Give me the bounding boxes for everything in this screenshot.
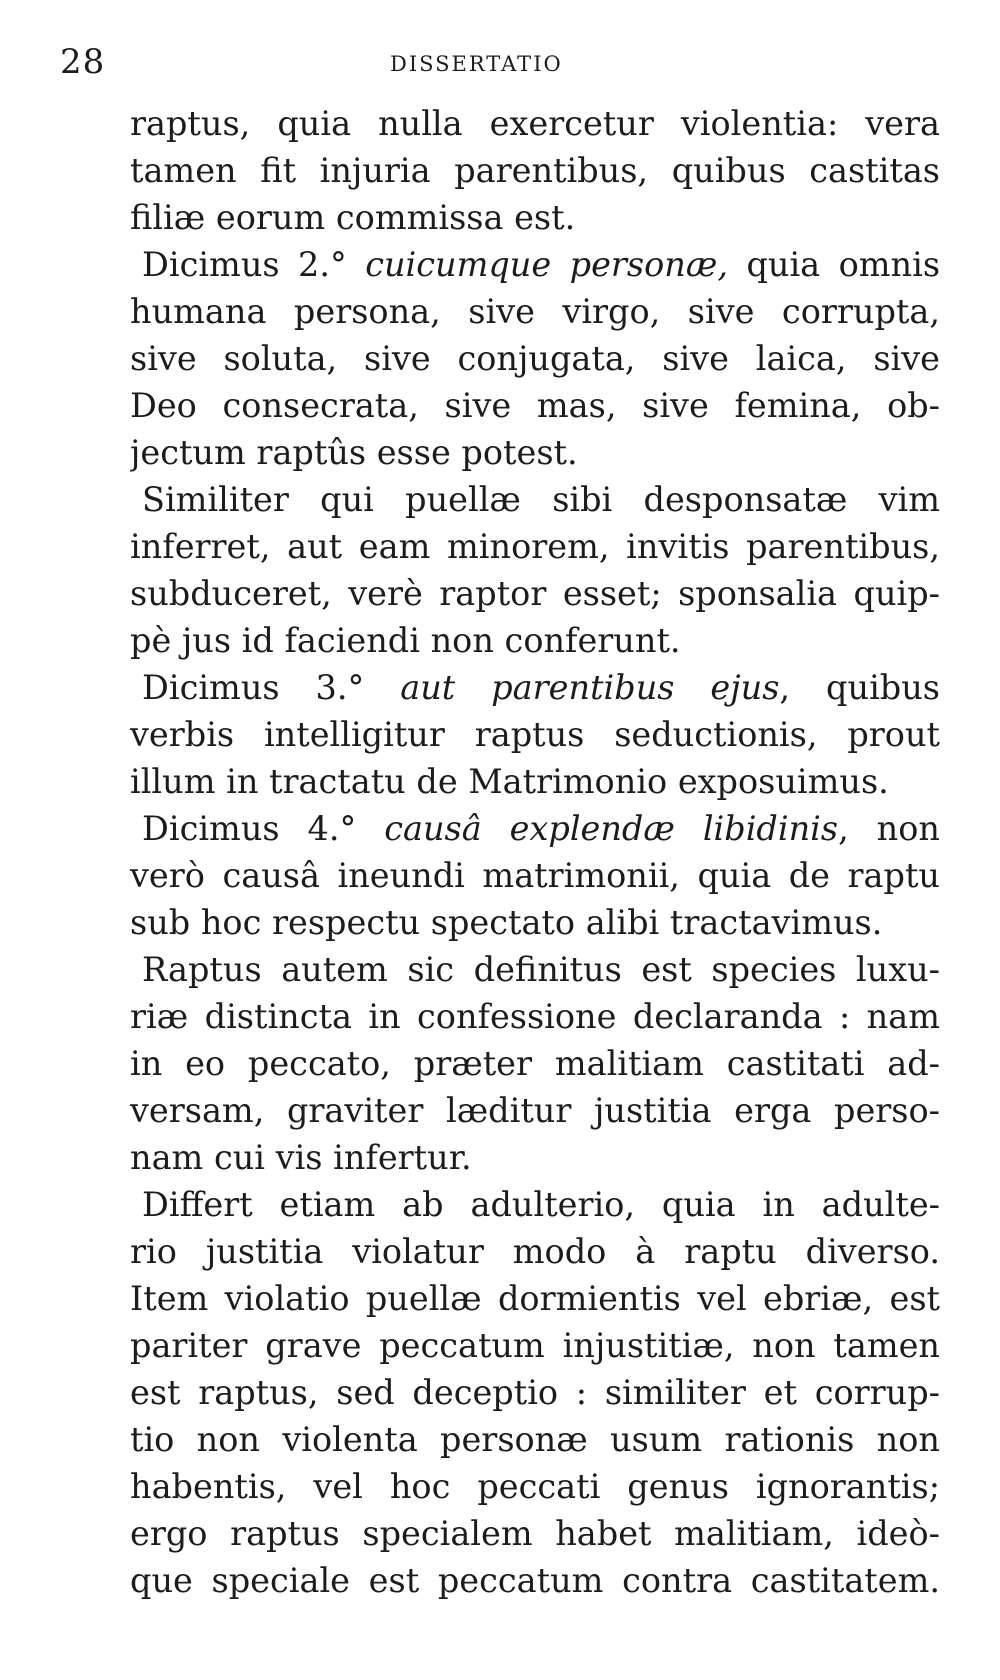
line-text: , non (838, 809, 940, 848)
text-line: sub hoc respectu spectato alibi tractavimus. (130, 903, 883, 942)
italic-phrase: aut parentibus ejus (400, 668, 780, 707)
text-line: filiæ eorum commissa est. (130, 198, 576, 237)
italic-phrase: cuicumque personæ, (365, 245, 728, 284)
text-line (130, 664, 940, 711)
text-line: tamen fit injuria parentibus, quibus castitas (130, 151, 940, 190)
text-line: jectum raptûs esse potest. (130, 433, 578, 472)
text-line: Raptus autem sic definitus est species luxu- (142, 950, 940, 989)
text-line: Deo consecrata, sive mas, sive femina, ob- (130, 386, 940, 425)
text-line: habentis, vel hoc peccati genus ignorantis; (130, 1467, 940, 1506)
text-line: rio justitia violatur modo à raptu diverso. (130, 1232, 940, 1271)
text-line: tio non violenta personæ usum rationis non (130, 1420, 940, 1459)
text-line: humana persona, sive virgo, sive corrupta, (130, 292, 940, 331)
italic-phrase: causâ explendæ libidinis (384, 809, 839, 848)
text-line: riæ distincta in confessione declaranda : nam (130, 997, 940, 1036)
text-line: subduceret, verè raptor esset; sponsalia quip- (130, 574, 940, 613)
text-line: in eo peccato, præter malitiam castitati ad- (130, 1044, 940, 1083)
text-line: verbis intelligitur raptus seductionis, prout (130, 715, 940, 754)
text-line: verò causâ ineundi matrimonii, quia de raptu (130, 856, 940, 895)
text-line: nam cui vis infertur. (130, 1138, 472, 1177)
page-number: 28 (60, 42, 106, 82)
text-line: inferret, aut eam minorem, invitis parentibus, (130, 527, 940, 566)
text-line (130, 805, 940, 852)
text-line (130, 241, 940, 288)
line-text: Dicimus 3.° (142, 668, 401, 707)
text-line: est raptus, sed deceptio : similiter et corrup- (130, 1373, 940, 1412)
text-line: pariter grave peccatum injustitiæ, non tamen (130, 1326, 940, 1365)
text-line: Differt etiam ab adulterio, quia in adulte- (142, 1185, 940, 1224)
body-text (130, 100, 940, 1604)
text-line: sive soluta, sive conjugata, sive laica, sive (130, 339, 940, 378)
running-title: DISSERTATIO (390, 52, 563, 76)
line-text: quia omnis (728, 245, 940, 284)
text-line: raptus, quia nulla exercetur violentia: vera (130, 104, 940, 143)
line-text: Dicimus 2.° (142, 245, 366, 284)
line-text: , quibus (779, 668, 940, 707)
text-line: versam, graviter læditur justitia erga perso- (130, 1091, 940, 1130)
text-line: Item violatio puellæ dormientis vel ebriæ, est (130, 1279, 940, 1318)
text-line: que speciale est peccatum contra castitatem. (130, 1561, 940, 1600)
text-line: ergo raptus specialem habet malitiam, ideò- (130, 1514, 940, 1553)
text-line: illum in tractatu de Matrimonio exposuimus. (130, 762, 889, 801)
text-line: Similiter qui puellæ sibi desponsatæ vim (142, 480, 940, 519)
line-text: Dicimus 4.° (142, 809, 385, 848)
text-line: pè jus id faciendi non conferunt. (130, 621, 681, 660)
page-header (60, 42, 940, 82)
